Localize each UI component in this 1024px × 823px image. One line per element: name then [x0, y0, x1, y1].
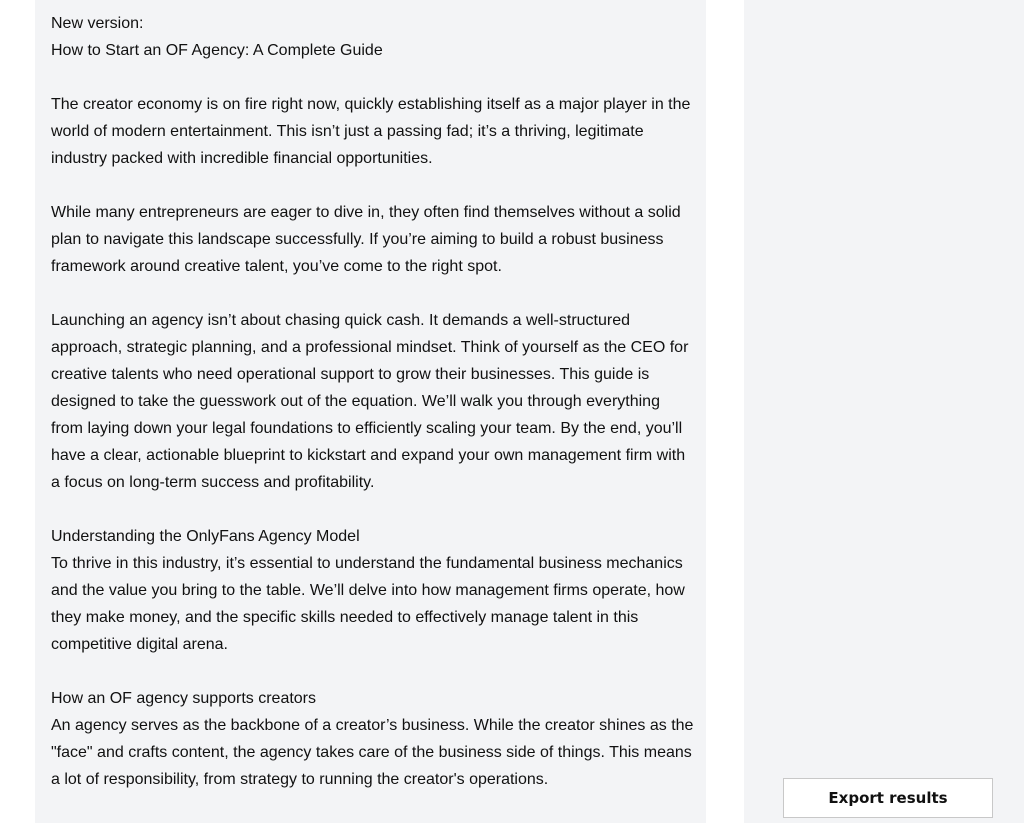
paragraph-1: The creator economy is on fire right now, quickly establishing itself as a major player in the world of modern entertainment. This isn’t just a passing fad; it’s a thriving, legitimate industry packed with incredible financial opportunities.	[51, 96, 691, 167]
section-1-heading: Understanding the OnlyFans Agency Model	[51, 528, 360, 545]
section-2-heading: How an OF agency supports creators	[51, 690, 317, 707]
paragraph-3: Launching an agency isn’t about chasing quick cash. It demands a well-structured approach, strategic planning, and a professional mindset. Think of yourself as the CEO for creative talents who need operational support to grow their businesses. This guide is designed to take the guesswork out of the equation. We’ll walk you through everything from laying down your legal foundations to efficiently scaling your team. By the end, you’ll have a clear, actionable blueprint to kickstart and expand your own management firm with a focus on long-term success and profitability.	[51, 312, 689, 491]
article-title: How to Start an OF Agency: A Complete Guide	[51, 42, 383, 59]
result-text-panel	[35, 0, 706, 823]
intro-label: New version:	[51, 15, 144, 32]
paragraph-2: While many entrepreneurs are eager to dive in, they often find themselves without a solid plan to navigate this landscape successfully. If you’re aiming to build a robust business framework around creative talent, you’ve come to the right spot.	[51, 204, 681, 275]
side-panel	[744, 0, 1024, 823]
section-2-body: An agency serves as the backbone of a creator’s business. While the creator shines as the "face" and crafts content, the agency takes care of the business side of things. This means a lot of responsibility, from strategy to running the creator's operations.	[51, 717, 694, 788]
section-1-body: To thrive in this industry, it’s essential to understand the fundamental business mechanics and the value you bring to the table. We’ll delve into how management firms operate, how they make money, and the specific skills needed to effectively manage talent in this competitive digital arena.	[51, 555, 685, 653]
article-text	[51, 10, 696, 820]
export-results-button[interactable]: Export results	[783, 778, 993, 818]
